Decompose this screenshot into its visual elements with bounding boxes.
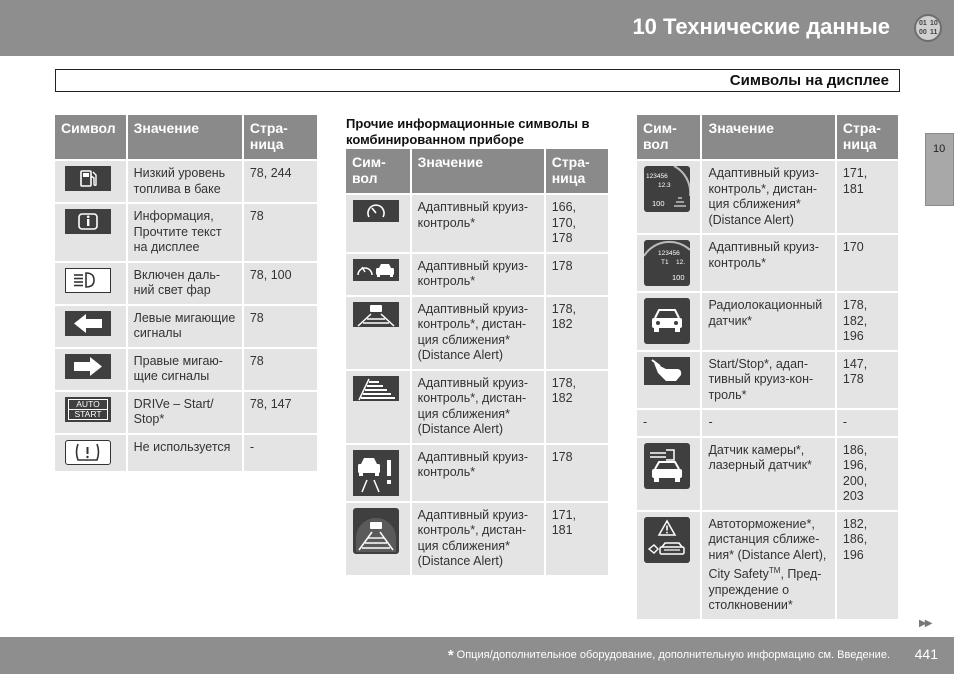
row-page: 147, 178 — [837, 352, 898, 409]
row-meaning: Радиолокационный датчик* — [702, 293, 834, 350]
table-row — [346, 297, 608, 369]
row-meaning: Адаптивный круиз-контроль* — [702, 235, 834, 291]
table-row — [55, 392, 317, 433]
row-meaning: Адаптивный круиз-контроль* — [412, 254, 544, 295]
display-distance-alert-icon: 123456 12.3 100 — [644, 166, 690, 212]
header-page: Стра- ница — [837, 115, 898, 159]
header-page: Стра- ница — [546, 149, 608, 193]
camera-laser-sensor-icon — [644, 443, 690, 489]
row-page: 78, 147 — [244, 392, 317, 433]
table-row — [55, 435, 317, 471]
start-stop-hand-icon — [644, 357, 690, 385]
row-page: 171, 181 — [546, 503, 608, 575]
middle-section-title: Прочие информационные символы в комбинированном приборе — [346, 116, 590, 147]
row-page: 78 — [244, 349, 317, 390]
table-row — [637, 161, 898, 233]
header-page: Стра- ница — [244, 115, 317, 159]
row-meaning: Адаптивный круиз-контроль* — [412, 445, 544, 501]
table-row — [346, 445, 608, 501]
next-page-arrows-icon[interactable]: ▶▶ — [919, 618, 931, 629]
header-meaning: Значение — [702, 115, 834, 159]
header-symbol: Символ — [55, 115, 126, 159]
chapter-badge-icon: 01 10 00 11 — [914, 14, 942, 42]
row-page: - — [244, 435, 317, 471]
table-row — [346, 503, 608, 575]
row-page: - — [837, 410, 898, 436]
row-meaning: Низкий уровень топлива в баке — [128, 161, 242, 202]
row-page: 182, 186, 196 — [837, 512, 898, 619]
auto-start-icon: AUTO START — [65, 397, 111, 422]
section-title: Символы на дисплее — [729, 72, 889, 89]
row-page: 171, 181 — [837, 161, 898, 233]
side-tab-label: 10 — [933, 143, 946, 155]
row-page: 166, 170, 178 — [546, 195, 608, 252]
row-page: 178 — [546, 445, 608, 501]
table-row — [637, 293, 898, 350]
row-page: 170 — [837, 235, 898, 291]
cruise-speedometer-icon — [353, 200, 399, 222]
table-row — [55, 306, 317, 347]
table-row — [637, 512, 898, 619]
section-bar — [55, 69, 900, 92]
right-arrow-icon — [65, 354, 111, 379]
chapter-side-tab[interactable] — [925, 133, 954, 206]
road-car-icon — [353, 508, 399, 554]
row-page: 78 — [244, 204, 317, 261]
row-meaning: Адаптивный круиз-контроль* — [412, 195, 544, 252]
table-row — [55, 161, 317, 202]
page-number: 441 — [914, 646, 938, 662]
row-meaning: Левые мигающие сигналы — [128, 306, 242, 347]
header-symbol: Сим- вол — [346, 149, 410, 193]
right-symbol-table — [635, 113, 900, 621]
table-row — [637, 438, 898, 510]
header-meaning: Значение — [412, 149, 544, 193]
row-meaning: DRIVe – Start/ Stop* — [128, 392, 242, 433]
tire-pressure-icon — [65, 440, 111, 465]
table-row — [55, 349, 317, 390]
table-row — [55, 263, 317, 304]
left-symbol-table — [53, 113, 319, 473]
table-row — [637, 235, 898, 291]
row-symbol: - — [637, 410, 700, 436]
row-page: 78, 100 — [244, 263, 317, 304]
distance-bars-icon — [353, 376, 399, 401]
radar-sensor-icon — [644, 298, 690, 344]
table-row — [346, 195, 608, 252]
auto-brake-warning-icon — [644, 517, 690, 563]
row-meaning: Датчик камеры*, лазерный датчик* — [702, 438, 834, 510]
high-beam-icon — [65, 268, 111, 293]
row-page: 78 — [244, 306, 317, 347]
table-row — [346, 371, 608, 443]
row-meaning: Адаптивный круиз-контроль*, дистан-ция сближения* (Distance Alert) — [412, 503, 544, 575]
chapter-title: 10 Технические данные — [632, 14, 890, 39]
row-page: 178, 182 — [546, 371, 608, 443]
row-meaning: - — [702, 410, 834, 436]
row-page: 178, 182, 196 — [837, 293, 898, 350]
left-arrow-icon — [65, 311, 111, 336]
table-row — [637, 352, 898, 409]
row-page: 178, 182 — [546, 297, 608, 369]
info-icon — [65, 209, 111, 234]
page-header — [0, 0, 954, 56]
row-meaning: Адаптивный круиз-контроль*, дистан-ция сближения* (Distance Alert) — [412, 371, 544, 443]
row-meaning: Start/Stop*, адап-тивный круиз-кон-троль* — [702, 352, 834, 409]
table-row — [55, 204, 317, 261]
cruise-car-distance-icon — [353, 259, 399, 281]
footnote: * Опция/дополнительное оборудование, дополнительную информацию см. Введение. — [447, 647, 890, 664]
header-meaning: Значение — [128, 115, 242, 159]
display-cruise-icon: 123456 T1 12. 100 — [644, 240, 690, 286]
table-row — [346, 254, 608, 295]
middle-symbol-table — [344, 147, 610, 577]
page-footer — [0, 637, 954, 674]
row-meaning: Не используется — [128, 435, 242, 471]
row-meaning: Информация, Прочтите текст на дисплее — [128, 204, 242, 261]
row-meaning: Автоторможение*, дистанция сближе-ния* (Distance Alert), City Safety™, Пред-упреждение о столкновении* — [702, 512, 834, 619]
row-meaning: Адаптивный круиз-контроль*, дистан-ция сближения* (Distance Alert) — [702, 161, 834, 233]
row-page: 186, 196, 200, 203 — [837, 438, 898, 510]
row-meaning: Правые мигаю-щие сигналы — [128, 349, 242, 390]
header-symbol: Сим- вол — [637, 115, 700, 159]
row-meaning: Включен даль-ний свет фар — [128, 263, 242, 304]
fuel-pump-icon — [65, 166, 111, 191]
row-meaning: Адаптивный круиз-контроль*, дистан-ция сближения* (Distance Alert) — [412, 297, 544, 369]
distance-alert-road-icon — [353, 302, 399, 327]
table-row — [637, 410, 898, 436]
car-warning-icon — [353, 450, 399, 496]
row-page: 78, 244 — [244, 161, 317, 202]
row-page: 178 — [546, 254, 608, 295]
